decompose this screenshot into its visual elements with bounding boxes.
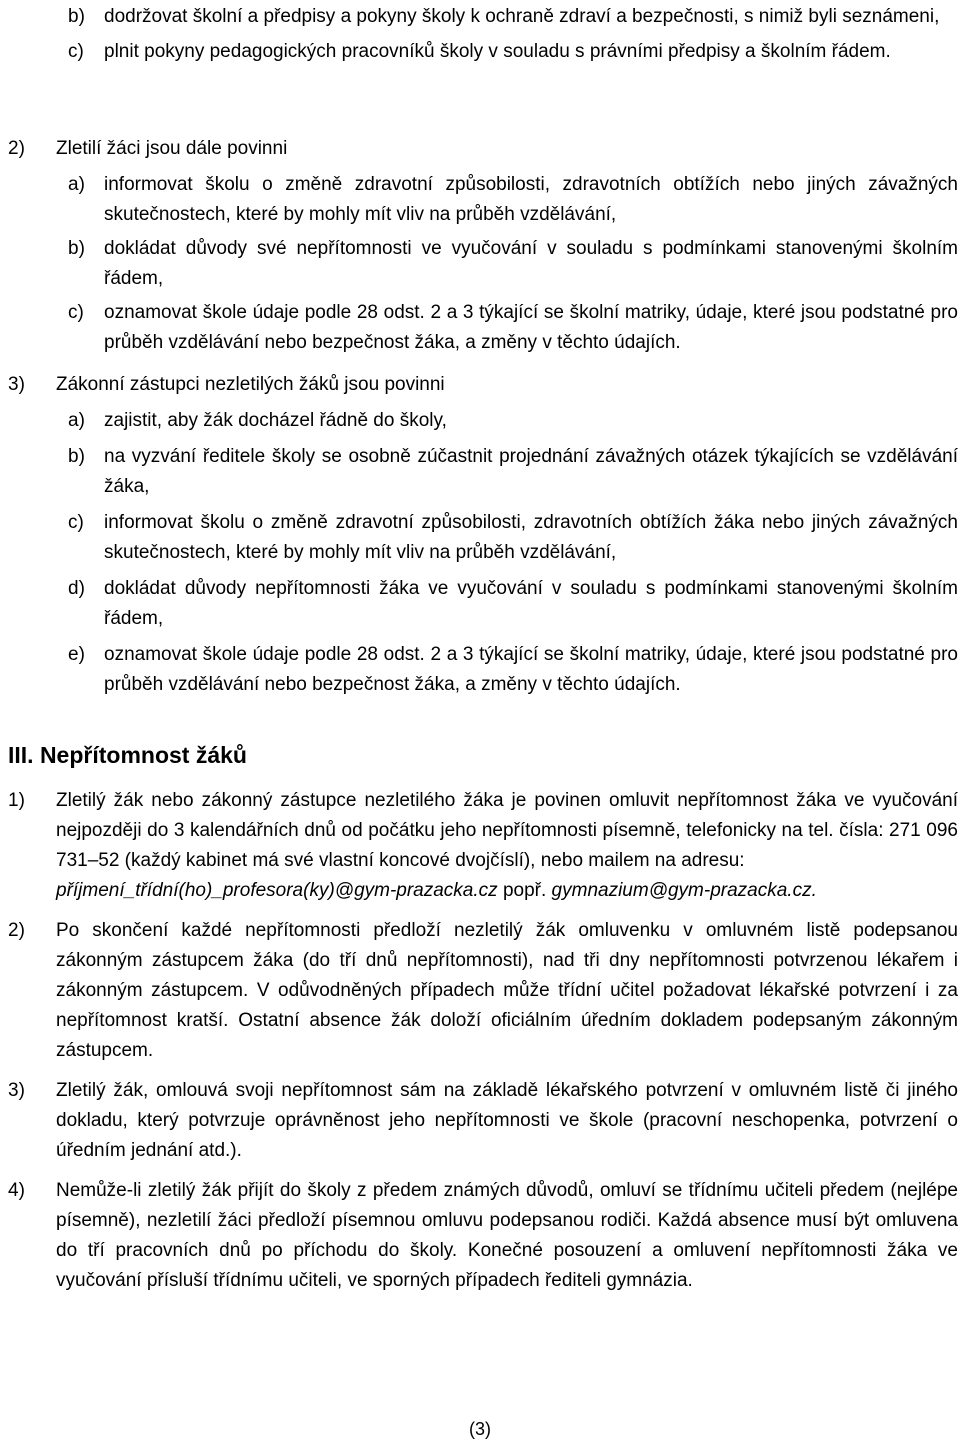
item-text: Zletilí žáci jsou dále povinni (56, 138, 288, 159)
item-label: d) (68, 578, 85, 599)
paragraph-2-list (68, 170, 958, 358)
item-text: zajistit, aby žák docházel řádně do školy, (104, 410, 447, 431)
list-item-d (68, 574, 958, 634)
item-label: c) (68, 302, 84, 323)
list-item-a (68, 406, 958, 436)
item-label: c) (68, 512, 84, 533)
item-label: 3) (8, 1080, 25, 1101)
email-link-class-teacher[interactable]: příjmení_třídní(ho)_profesora(ky)@gym-prazacka.cz (56, 880, 498, 901)
list-item-a (68, 170, 958, 230)
numbered-item-1 (8, 786, 958, 906)
list-item-c (68, 508, 958, 568)
item-label: 1) (8, 790, 25, 811)
numbered-heading (8, 134, 958, 164)
item-text: plnit pokyny pedagogických pracovníků školy v souladu s právními předpisy a školním řádem. (104, 41, 891, 62)
paragraph-2 (8, 134, 958, 164)
numbered-item-4 (8, 1176, 958, 1296)
list-item-c (68, 37, 958, 67)
email-separator: popř. (497, 880, 552, 901)
item-text: oznamovat škole údaje podle 28 odst. 2 a 3 týkající se školní matriky, údaje, které jsou podstatné pro průběh vzdělávání nebo bezpečnost žáka, a změny v těchto údajích. (104, 644, 958, 695)
item-label: b) (68, 238, 85, 259)
paragraph-3-list (68, 406, 958, 700)
section-heading: III. Nepřítomnost žáků (8, 742, 247, 768)
list-item-b (68, 2, 958, 32)
numbered-item-3 (8, 1076, 958, 1166)
page-number: (3) (469, 1419, 491, 1439)
item-text: informovat školu o změně zdravotní způsobilosti, zdravotních obtížích žáka nebo jiných závažných skutečnostech, které by mohly mít vliv na průběh vzdělávání, (104, 512, 958, 563)
item-label: 2) (8, 920, 25, 941)
email-link-school[interactable]: gymnazium@gym-prazacka.cz. (551, 880, 817, 901)
section-iii-list (8, 786, 958, 1296)
list-item-c (68, 298, 958, 358)
item-label: e) (68, 644, 85, 665)
numbered-heading (8, 370, 958, 400)
list-continuation (68, 2, 958, 67)
list-item-e (68, 640, 958, 700)
item-text: Zletilý žák, omlouvá svoji nepřítomnost sám na základě lékařského potvrzení v omluvném listě či jiného dokladu, který potvrzuje oprávněnost jeho nepřítomnosti ve škole (pracovní neschopenka, potvrzení o úředním jednání atd.). (56, 1080, 958, 1161)
item-text: Zletilý žák nebo zákonný zástupce nezletilého žáka je povinen omluvit nepřítomnost žáka ve vyučování nejpozději do 3 kalendářních dnů od počátku jeho nepřítomnosti písemně, telefonicky na tel. čísla: 271 096 731–52 (každý kabinet má své vlastní koncové dvojčíslí), nebo mailem na adresu: (56, 790, 958, 871)
item-label: 3) (8, 374, 25, 395)
item-label: 4) (8, 1180, 25, 1201)
item-label: c) (68, 41, 84, 62)
item-text: Nemůže-li zletilý žák přijít do školy z předem známých důvodů, omluví se třídnímu učiteli předem (nejlépe písemně), nezletilí žáci předloží písemnou omluvu podepsanou rodiči. Každá absence musí být omluvena do tří pracovních dnů po příchodu do školy. Konečné posouzení a omluvení nepřítomnosti žáka ve vyučování přísluší třídnímu učiteli, ve sporných případech řediteli gymnázia. (56, 1180, 958, 1291)
item-text: Zákonní zástupci nezletilých žáků jsou povinni (56, 374, 445, 395)
numbered-item-2 (8, 916, 958, 1066)
item-label: a) (68, 174, 85, 195)
list-item-b (68, 442, 958, 502)
item-text: Po skončení každé nepřítomnosti předloží nezletilý žák omluvenku v omluvném listě podepsanou zákonným zástupcem žáka (do tří dnů nepřítomnosti), nad tři dny nepřítomnosti potvrzenou lékařem i zákonným zástupcem. V odůvodněných případech může třídní učitel požadovat lékařské potvrzení i za nepřítomnost kratší. Ostatní absence žák doloží oficiálním úředním dokladem podepsaným zákonným zástupcem. (56, 920, 958, 1061)
list-item-b (68, 234, 958, 294)
item-text: dokládat důvody nepřítomnosti žáka ve vyučování v souladu s podmínkami stanovenými školním řádem, (104, 578, 958, 629)
item-label: b) (68, 446, 85, 467)
item-label: b) (68, 6, 85, 27)
item-label: a) (68, 410, 85, 431)
item-text: dokládat důvody své nepřítomnosti ve vyučování v souladu s podmínkami stanovenými školním řádem, (104, 238, 958, 289)
item-text: dodržovat školní a předpisy a pokyny školy k ochraně zdraví a bezpečnosti, s nimiž byli seznámeni, (104, 6, 940, 27)
item-text: informovat školu o změně zdravotní způsobilosti, zdravotních obtížích nebo jiných závažných skutečnostech, které by mohly mít vliv na průběh vzdělávání, (104, 174, 958, 225)
item-text: oznamovat škole údaje podle 28 odst. 2 a 3 týkající se školní matriky, údaje, které jsou podstatné pro průběh vzdělávání nebo bezpečnost žáka, a změny v těchto údajích. (104, 302, 958, 353)
paragraph-3 (8, 370, 958, 400)
item-label: 2) (8, 138, 25, 159)
item-text: na vyzvání ředitele školy se osobně zúčastnit projednání závažných otázek týkajících se vzdělávání žáka, (104, 446, 958, 497)
